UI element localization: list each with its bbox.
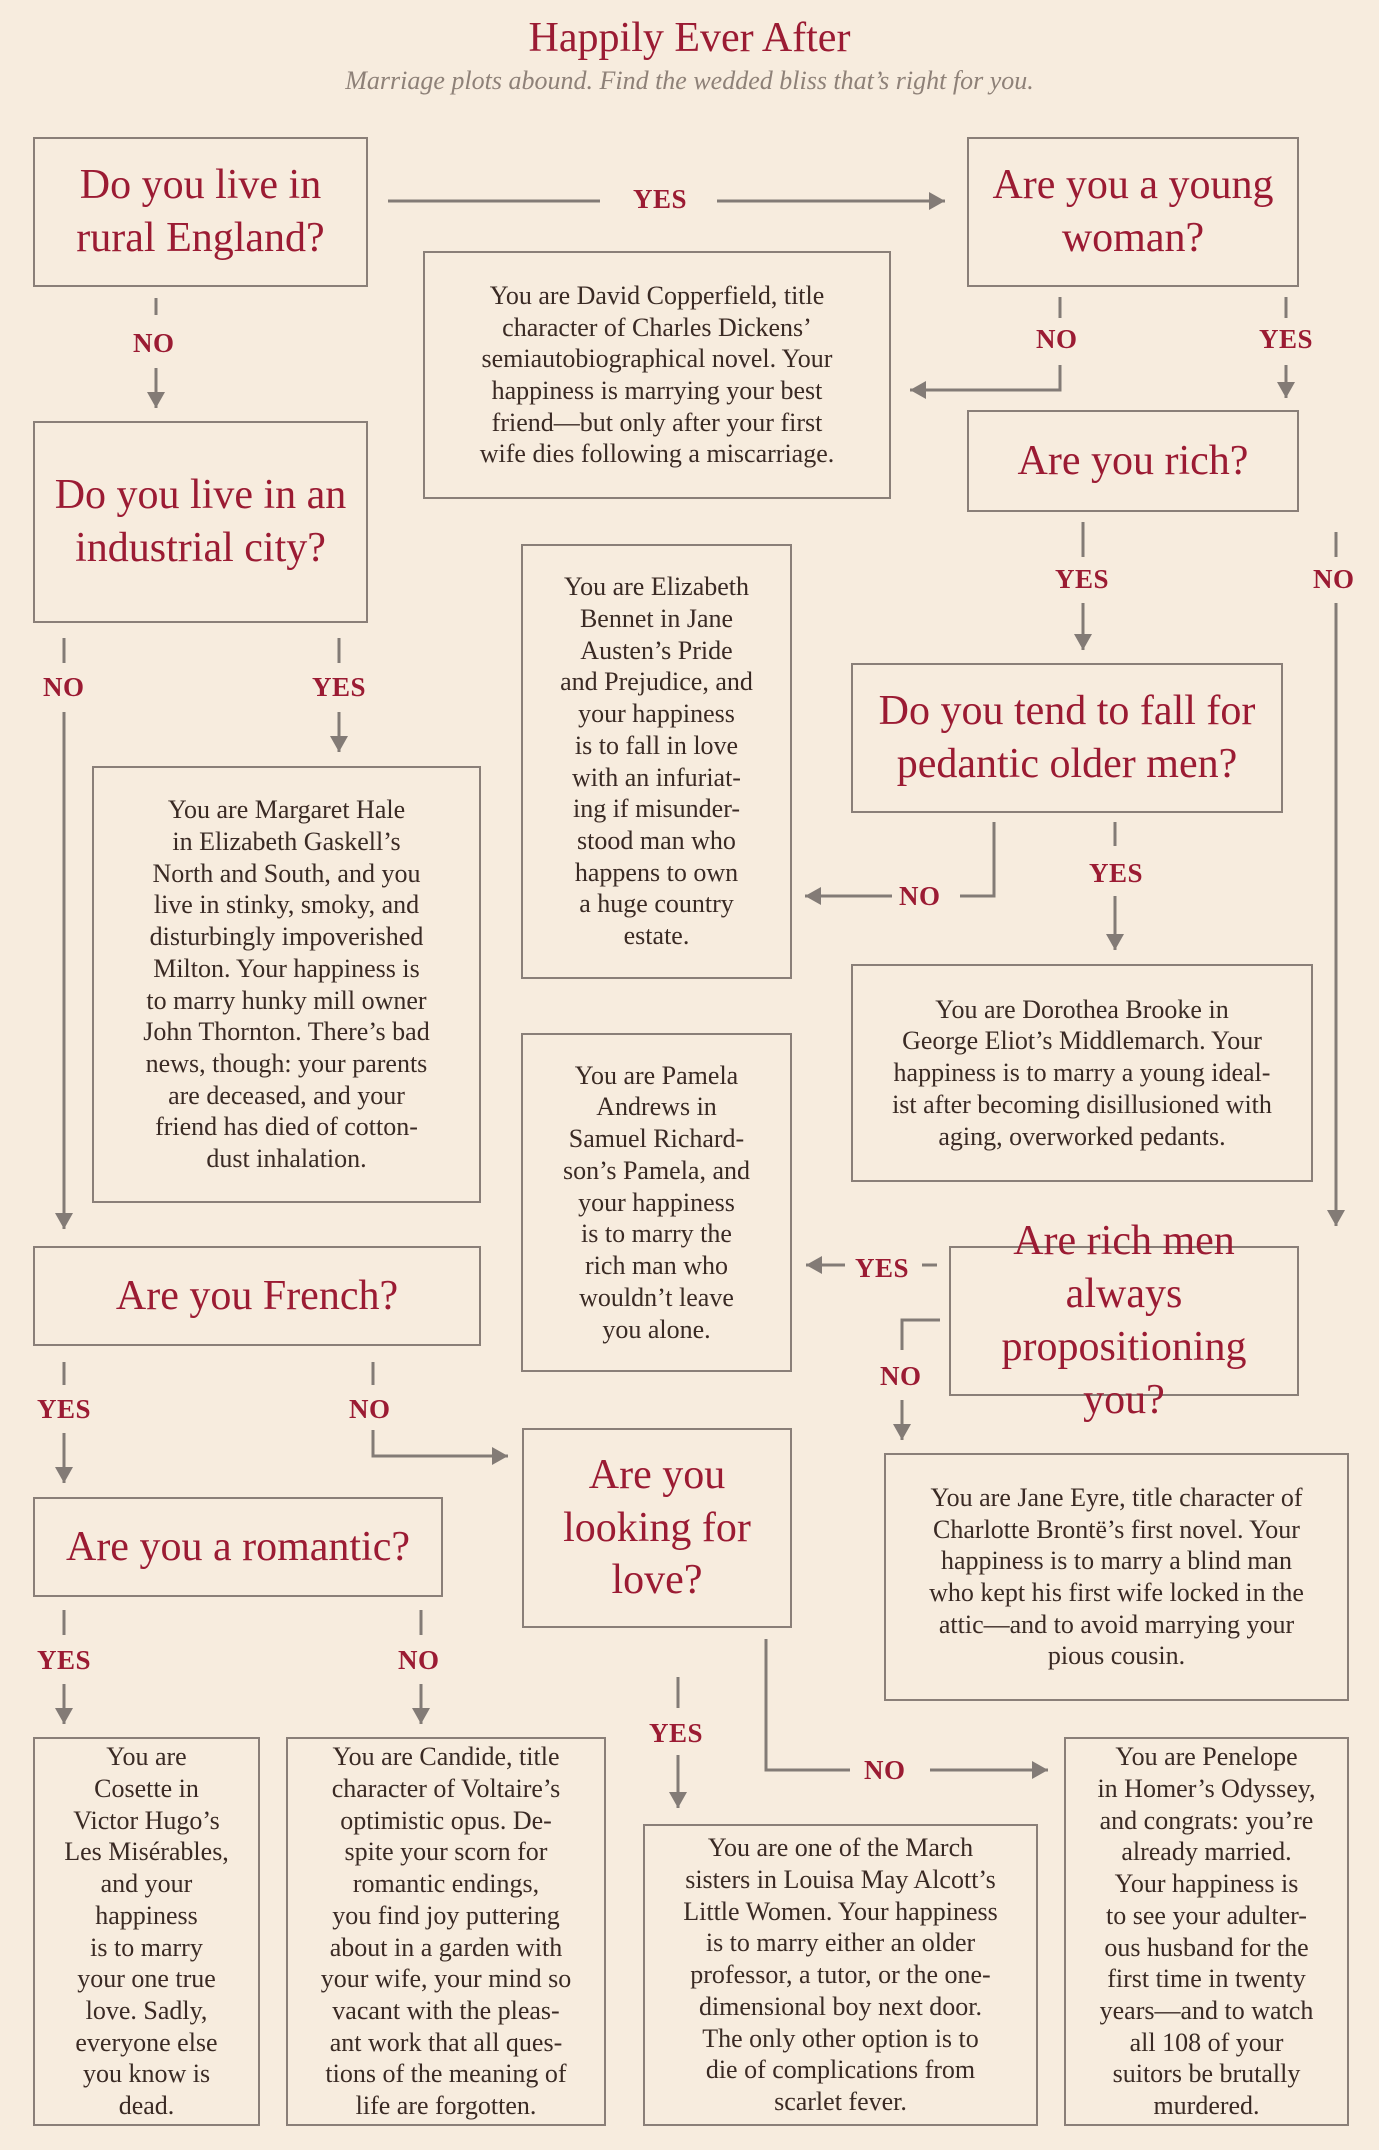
answer-candide-text (321, 1741, 572, 2122)
answer-line: optimistic opus. De- (340, 1805, 552, 1835)
label-yes-industrial: YES (312, 672, 367, 702)
label-no-young-woman: NO (1036, 324, 1078, 354)
answer-line: ous husband for the (1104, 1932, 1309, 1962)
answer-line: John Thornton. There’s bad (143, 1017, 430, 1047)
question-french: Are you French? (33, 1246, 481, 1346)
answer-line: is to marry (90, 1932, 203, 1962)
answer-line: die of complications from (705, 2055, 976, 2085)
answer-copperfield (423, 251, 891, 499)
question-looking: Are you looking for love? (522, 1428, 792, 1628)
conn-ped-yes-2-arrowhead (1106, 934, 1124, 950)
answer-line: ant work that all ques- (329, 2027, 563, 2057)
conn-rural-no-2-arrowhead (147, 392, 165, 408)
answer-line: Little Women. Your happiness (683, 1896, 998, 1926)
answer-line: Bennet in Jane (579, 603, 734, 633)
answer-line: to see your adulter- (1106, 1900, 1307, 1930)
answer-line: and Prejudice, and (560, 667, 753, 697)
answer-line: Your happiness is (1114, 1869, 1299, 1899)
answer-line: spite your scorn for (344, 1837, 548, 1867)
answer-line: sisters in Louisa May Alcott’s (685, 1864, 996, 1894)
conn-look-no (766, 1639, 850, 1770)
answer-line: a huge country (579, 889, 734, 919)
conn-fr-no-2-arrowhead (492, 1447, 508, 1465)
label-yes-romantic: YES (37, 1645, 92, 1675)
answer-line: You are David Copperfield, title (489, 280, 825, 310)
answer-line: Milton. Your happiness is (153, 953, 420, 983)
answer-line: You are Jane Eyre, title character of (930, 1482, 1303, 1512)
answer-line: disturbingly impoverished (149, 922, 424, 952)
answer-line: life are forgotten. (355, 2091, 537, 2121)
answer-line: romantic endings, (352, 1869, 540, 1899)
conn-yw-no-2 (910, 365, 1060, 390)
conn-prop-yes-2-arrowhead (806, 1256, 822, 1274)
answer-line: You are Margaret Hale (167, 795, 406, 825)
answer-line: with an infuriat- (572, 762, 741, 792)
label-no-propositioned: NO (880, 1361, 922, 1391)
answer-line: and congrats: you’re (1099, 1805, 1314, 1835)
label-yes-young-woman: YES (1259, 324, 1314, 354)
answer-line: happiness (95, 1900, 198, 1930)
answer-line: ist after becoming disillusioned with (892, 1089, 1272, 1119)
answer-line: happiness is to marry a young ideal- (893, 1058, 1271, 1088)
label-no-looking: NO (864, 1755, 906, 1785)
answer-line: in Elizabeth Gaskell’s (172, 826, 401, 856)
answer-line: You are one of the March (707, 1833, 974, 1863)
label-yes-french: YES (37, 1394, 92, 1424)
answer-line: vacant with the pleas- (332, 1995, 560, 2025)
answer-line: happens to own (574, 857, 739, 887)
answer-line: pious cousin. (1047, 1641, 1186, 1671)
answer-line: to marry hunky mill owner (146, 985, 427, 1015)
answer-line: you find joy puttering (332, 1900, 560, 1930)
answer-line: George Eliot’s Middlemarch. Your (902, 1026, 1262, 1056)
answer-line: murdered. (1153, 2091, 1260, 2121)
answer-line: your one true (77, 1964, 216, 1994)
answer-eyre-text (929, 1482, 1304, 1672)
answer-line: Andrews in (596, 1092, 717, 1122)
answer-penelope (1064, 1737, 1349, 2126)
label-no-rural: NO (133, 328, 175, 358)
answer-line: is to fall in love (574, 730, 739, 760)
answer-line: Austen’s Pride (580, 635, 733, 665)
answer-line: character of Charles Dickens’ (502, 312, 812, 342)
answer-line: rich man who (585, 1251, 728, 1281)
answer-line: Cosette in (94, 1773, 199, 1803)
answer-pamela (521, 1033, 792, 1372)
answer-line: love. Sadly, (85, 1995, 208, 2025)
answer-hale-text (143, 794, 429, 1175)
answer-line: You are Elizabeth (563, 572, 750, 602)
answer-line: in Homer’s Odyssey, (1097, 1773, 1316, 1803)
conn-yw-no-2-arrowhead (910, 381, 926, 399)
label-yes-propositioned: YES (855, 1253, 910, 1283)
answer-line: you alone. (602, 1314, 711, 1344)
conn-ped-no-2-arrowhead (805, 887, 821, 905)
answer-line: semiautobiographical novel. Your (481, 344, 833, 374)
conn-look-no-2-arrowhead (1032, 1761, 1048, 1779)
conn-ind-yes-2-arrowhead (330, 736, 348, 752)
answer-line: friend—but only after your first (491, 407, 823, 437)
answer-line: Victor Hugo’s (73, 1805, 220, 1835)
conn-ped-no (960, 822, 994, 896)
answer-line: attic—and to avoid marrying your (938, 1609, 1295, 1639)
question-rich: Are you rich? (967, 410, 1299, 512)
answer-line: is to marry either an older (705, 1928, 976, 1958)
answer-line: happiness is to marry a blind man (941, 1546, 1292, 1576)
answer-cosette (33, 1737, 260, 2126)
answer-bennet (521, 544, 792, 979)
page-subtitle: Marriage plots abound. Find the wedded bliss that’s right for you. (345, 66, 1034, 95)
answer-line: ing if misunder- (572, 794, 740, 824)
label-no-romantic: NO (398, 1645, 440, 1675)
conn-rural-yes-2-arrowhead (929, 192, 945, 210)
answer-penelope-text (1097, 1741, 1315, 2122)
answer-line: You are Penelope (1115, 1742, 1298, 1772)
answer-line: already married. (1121, 1837, 1292, 1867)
answer-line: Samuel Richard- (568, 1124, 745, 1154)
label-no-industrial: NO (43, 672, 85, 702)
label-no-french: NO (349, 1394, 391, 1424)
conn-look-yes-2-arrowhead (669, 1792, 687, 1808)
answer-line: about in a garden with (329, 1932, 563, 1962)
conn-rom-yes-2-arrowhead (55, 1708, 73, 1724)
answer-line: are deceased, and your (168, 1080, 405, 1110)
answer-brooke-text (892, 994, 1272, 1153)
answer-line: estate. (623, 921, 690, 951)
conn-rom-no-2-arrowhead (412, 1708, 430, 1724)
answer-brooke (851, 964, 1313, 1182)
answer-line: aging, overworked pedants. (938, 1121, 1226, 1151)
conn-rich-no-2-arrowhead (1327, 1210, 1345, 1226)
answer-line: everyone else (75, 2027, 218, 2057)
label-no-rich: NO (1313, 564, 1355, 594)
answer-hale (92, 766, 481, 1203)
answer-line: who kept his first wife locked in the (929, 1578, 1304, 1607)
answer-line: friend has died of cotton- (155, 1112, 418, 1142)
label-no-pedantic: NO (899, 881, 941, 911)
answer-line: dimensional boy next door. (698, 1991, 983, 2021)
answer-line: your happiness (578, 699, 735, 729)
answer-line: first time in twenty (1107, 1964, 1306, 1994)
answer-line: You are Pamela (574, 1060, 739, 1090)
answer-line: your happiness (578, 1187, 735, 1217)
answer-line: Charlotte Brontë’s first novel. Your (933, 1514, 1300, 1544)
question-young-woman: Are you a young woman? (967, 137, 1299, 287)
answer-line: wouldn’t leave (579, 1282, 734, 1312)
answer-line: years—and to watch (1099, 1995, 1314, 2025)
page-title: Happily Ever After (528, 15, 851, 61)
answer-line: is to marry the (581, 1219, 732, 1249)
answer-march-text (683, 1832, 997, 2117)
label-yes-pedantic: YES (1089, 858, 1144, 888)
conn-prop-no-2-arrowhead (893, 1424, 911, 1440)
conn-prop-no (902, 1320, 940, 1350)
conn-yw-yes-2-arrowhead (1277, 382, 1295, 398)
question-romantic: Are you a romantic? (33, 1497, 443, 1597)
answer-line: character of Voltaire’s (331, 1773, 561, 1803)
conn-fr-yes-2-arrowhead (55, 1467, 73, 1483)
question-propositioned: Are rich men always propositioning you? (949, 1246, 1299, 1396)
answer-line: and your (100, 1869, 193, 1899)
answer-line: You are Dorothea Brooke in (935, 994, 1229, 1024)
answer-cosette-text (64, 1741, 229, 2122)
answer-line: you know is (82, 2059, 211, 2089)
question-rural: Do you live in rural England? (33, 137, 368, 287)
answer-copperfield-text (480, 280, 835, 470)
answer-line: your wife, your mind so (320, 1964, 572, 1994)
answer-line: North and South, and you (152, 858, 421, 888)
answer-line: son’s Pamela, and (562, 1155, 751, 1185)
conn-ind-no-2-arrowhead (55, 1213, 73, 1229)
answer-candide (286, 1737, 606, 2126)
answer-line: stood man who (577, 825, 736, 855)
conn-fr-no-2 (373, 1430, 508, 1456)
label-yes-rural: YES (633, 184, 688, 214)
answer-line: wife dies following a miscarriage. (479, 439, 835, 469)
answer-bennet-text (560, 571, 753, 952)
answer-line: The only other option is to (702, 2023, 979, 2053)
question-pedantic: Do you tend to fall for pedantic older men? (851, 663, 1283, 813)
answer-march (643, 1824, 1038, 2126)
answer-line: scarlet fever. (774, 2087, 907, 2117)
answer-line: tions of the meaning of (325, 2059, 567, 2089)
answer-line: suitors be brutally (1112, 2059, 1301, 2089)
label-yes-rich: YES (1055, 564, 1110, 594)
answer-line: dust inhalation. (206, 1144, 367, 1174)
answer-line: professor, a tutor, or the one- (690, 1960, 991, 1990)
answer-line: all 108 of your (1129, 2027, 1284, 2057)
label-yes-looking: YES (649, 1718, 704, 1748)
answer-pamela-text (563, 1060, 750, 1345)
answer-line: You are (106, 1742, 187, 1772)
question-industrial: Do you live in an industrial city? (33, 421, 368, 623)
answer-eyre (884, 1453, 1349, 1701)
answer-line: Les Misérables, (64, 1837, 229, 1867)
answer-line: happiness is marrying your best (491, 376, 823, 405)
answer-line: dead. (118, 2091, 175, 2121)
answer-line: news, though: your parents (145, 1048, 428, 1078)
conn-rich-yes-2-arrowhead (1074, 634, 1092, 650)
answer-line: live in stinky, smoky, and (153, 890, 420, 920)
answer-line: You are Candide, title (332, 1742, 560, 1772)
